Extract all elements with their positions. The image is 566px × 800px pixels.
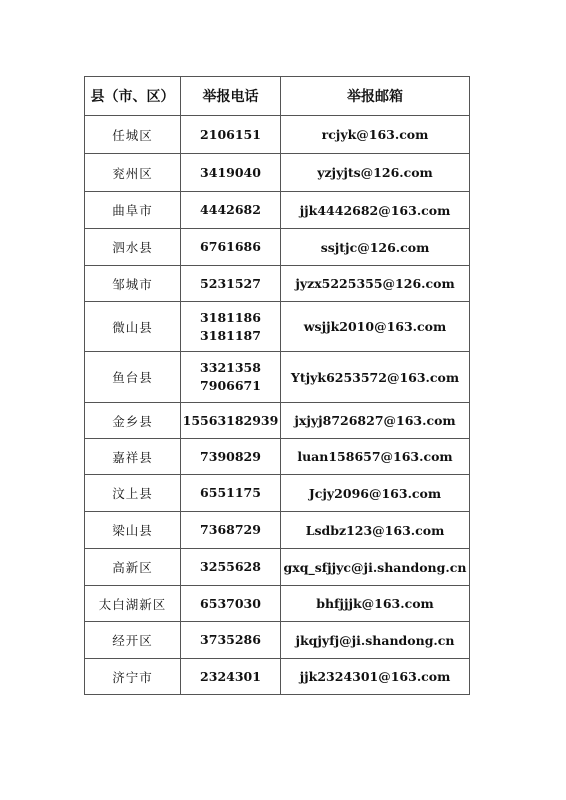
table-row	[85, 403, 470, 439]
phone-number: 15563182939	[182, 412, 279, 428]
email-cell: jyzx5225355@126.com	[281, 266, 470, 302]
email-cell: jxjyj8726827@163.com	[281, 403, 470, 439]
phone-cell	[181, 475, 281, 512]
phone-cell	[181, 266, 281, 302]
table-row	[85, 549, 470, 586]
phone-number: 2324301	[200, 668, 261, 684]
table-row	[85, 475, 470, 512]
phone-cell	[181, 586, 281, 622]
phone-cell	[181, 116, 281, 154]
report-contact-table	[84, 76, 470, 695]
table-row	[85, 512, 470, 549]
phone-cell	[181, 229, 281, 266]
email-cell: ssjtjc@126.com	[281, 229, 470, 266]
phone-number: 3419040	[200, 164, 261, 180]
table-row	[85, 116, 470, 154]
phone-cell	[181, 403, 281, 439]
county-cell: 高新区	[85, 549, 181, 586]
county-cell: 曲阜市	[85, 192, 181, 229]
phone-cell	[181, 154, 281, 192]
county-cell: 兖州区	[85, 154, 181, 192]
table-row	[85, 439, 470, 475]
county-cell: 梁山县	[85, 512, 181, 549]
county-cell: 济宁市	[85, 659, 181, 695]
county-cell: 任城区	[85, 116, 181, 154]
county-cell: 经开区	[85, 622, 181, 659]
phone-cell	[181, 549, 281, 586]
table-row	[85, 302, 470, 352]
table-row	[85, 586, 470, 622]
phone-number: 6551175	[200, 485, 261, 500]
county-cell: 邹城市	[85, 266, 181, 302]
phone-cell	[181, 622, 281, 659]
phone-number: 2106151	[200, 126, 261, 142]
phone-number: 3321358	[200, 360, 261, 375]
table-row	[85, 266, 470, 302]
table-row	[85, 622, 470, 659]
table-row	[85, 229, 470, 266]
phone-cell	[181, 512, 281, 549]
county-cell: 汶上县	[85, 475, 181, 512]
email-cell: yzjyjts@126.com	[281, 154, 470, 192]
phone-number: 7368729	[200, 522, 261, 537]
phone-number: 5231527	[200, 275, 261, 291]
phone-number: 3181187	[200, 327, 261, 343]
table-row	[85, 154, 470, 192]
email-cell: luan158657@163.com	[281, 439, 470, 475]
county-cell: 金乡县	[85, 403, 181, 439]
county-cell: 泗水县	[85, 229, 181, 266]
email-cell: gxq_sfjjyc@ji.shandong.cn	[281, 549, 470, 586]
phone-cell	[181, 659, 281, 695]
table-row	[85, 659, 470, 695]
county-cell: 嘉祥县	[85, 439, 181, 475]
phone-cell	[181, 192, 281, 229]
email-cell: rcjyk@163.com	[281, 116, 470, 154]
table-row	[85, 352, 470, 403]
header-email: 举报邮箱	[281, 77, 470, 116]
phone-cell	[181, 302, 281, 352]
phone-number: 6761686	[200, 239, 261, 254]
phone-cell	[181, 439, 281, 475]
phone-number: 6537030	[200, 595, 261, 611]
email-cell: jjk4442682@163.com	[281, 192, 470, 229]
email-cell: jjk2324301@163.com	[281, 659, 470, 695]
table-header-row	[85, 77, 470, 116]
phone-number: 4442682	[200, 202, 261, 217]
phone-number: 3735286	[200, 632, 261, 647]
county-cell: 鱼台县	[85, 352, 181, 403]
email-cell: wsjjk2010@163.com	[281, 302, 470, 352]
email-cell: Ytjyk6253572@163.com	[281, 352, 470, 403]
email-cell: bhfjjjk@163.com	[281, 586, 470, 622]
county-cell: 微山县	[85, 302, 181, 352]
county-cell: 太白湖新区	[85, 586, 181, 622]
phone-number: 3181186	[200, 309, 261, 325]
table-body	[85, 116, 470, 695]
header-phone: 举报电话	[181, 77, 281, 116]
table-row	[85, 192, 470, 229]
phone-number: 3255628	[200, 559, 261, 574]
phone-cell	[181, 352, 281, 403]
phone-number: 7906671	[200, 378, 261, 393]
email-cell: jkqjyfj@ji.shandong.cn	[281, 622, 470, 659]
email-cell: Lsdbz123@163.com	[281, 512, 470, 549]
header-county: 县（市、区）	[85, 77, 181, 116]
phone-number: 7390829	[200, 448, 261, 464]
email-cell: Jcjy2096@163.com	[281, 475, 470, 512]
